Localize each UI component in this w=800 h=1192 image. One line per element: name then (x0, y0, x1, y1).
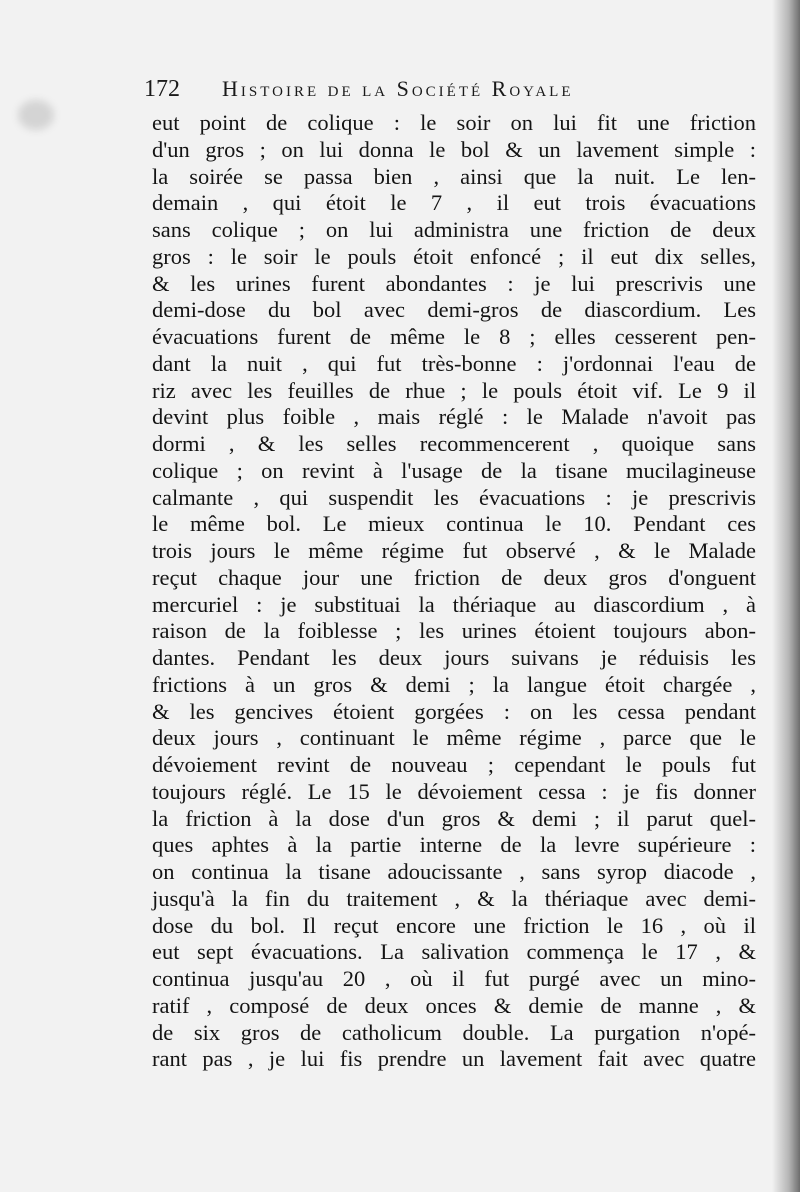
text-line: eut point de colique : le soir on lui fit une friction (152, 110, 756, 135)
text-line: demi-dose du bol avec demi-gros de diascordium. Les (152, 297, 756, 323)
text-line: jusqu'à la fin du traitement , & la thériaque avec demi- (152, 885, 756, 911)
text-line: la friction à la dose d'un gros & demi ; il parut quel- (152, 805, 756, 831)
text-line: ques aphtes à la partie interne de la levre supérieure : (152, 832, 756, 858)
running-title: Histoire de la Société Royale (222, 76, 574, 101)
text-line: riz avec les feuilles de rhue ; le pouls étoit vif. Le 9 il (152, 377, 756, 403)
text-line: devint plus foible , mais réglé : le Malade n'avoit pas (152, 404, 756, 430)
text-line: de six gros de catholicum double. La purgation n'opé- (152, 1019, 756, 1045)
text-line: deux jours , continuant le même régime , parce que le (152, 725, 756, 751)
text-line: toujours réglé. Le 15 le dévoiement cessa : je fis donner (152, 778, 756, 804)
text-line: frictions à un gros & demi ; la langue étoit chargée , (152, 671, 756, 697)
text-line: mercuriel : je substituai la thériaque au diascordium , à (152, 591, 756, 617)
page-number: 172 (144, 76, 180, 102)
text-line: & les gencives étoient gorgées : on les cessa pendant (152, 698, 756, 724)
text-line: colique ; on revint à l'usage de la tisane mucilagineuse (152, 457, 756, 483)
text-line: reçut chaque jour une friction de deux gros d'onguent (152, 564, 756, 590)
text-line: rant pas , je lui fis prendre un lavement fait avec quatre (152, 1046, 756, 1072)
text-line: & les urines furent abondantes : je lui prescrivis une (152, 270, 756, 296)
ink-smudge (18, 100, 54, 130)
body-text (152, 110, 772, 1073)
text-line: ratif , composé de deux onces & demie de manne , & (152, 992, 756, 1018)
text-line: dant la nuit , qui fut très-bonne : j'ordonnai l'eau de (152, 350, 756, 376)
text-line: dose du bol. Il reçut encore une friction le 16 , où il (152, 912, 756, 938)
text-line: on continua la tisane adoucissante , sans syrop diacode , (152, 859, 756, 884)
text-line: eut sept évacuations. La salivation commença le 17 , & (152, 939, 756, 965)
text-line: continua jusqu'au 20 , où il fut purgé avec un mino- (152, 966, 756, 991)
text-line: raison de la foiblesse ; les urines étoient toujours abon- (152, 618, 756, 644)
text-line: demain , qui étoit le 7 , il eut trois évacuations (152, 190, 756, 216)
text-line: dévoiement revint de nouveau ; cependant le pouls fut (152, 752, 756, 777)
text-line: dormi , & les selles recommencerent , quoique sans (152, 431, 756, 456)
text-line: évacuations furent de même le 8 ; elles cesserent pen- (152, 324, 756, 349)
text-line: la soirée se passa bien , ainsi que la nuit. Le len- (152, 163, 756, 189)
binding-shadow (772, 0, 800, 1192)
text-line: trois jours le même régime fut observé , & le Malade (152, 538, 756, 563)
text-line: d'un gros ; on lui donna le bol & un lavement simple : (152, 136, 756, 162)
text-line: gros : le soir le pouls étoit enfoncé ; il eut dix selles, (152, 243, 756, 269)
text-line: calmante , qui suspendit les évacuations : je prescrivis (152, 484, 756, 510)
text-line: dantes. Pendant les deux jours suivans je réduisis les (152, 645, 756, 670)
page-header (144, 72, 764, 106)
text-line: le même bol. Le mieux continua le 10. Pendant ces (152, 511, 756, 537)
text-line: sans colique ; on lui administra une friction de deux (152, 217, 756, 242)
